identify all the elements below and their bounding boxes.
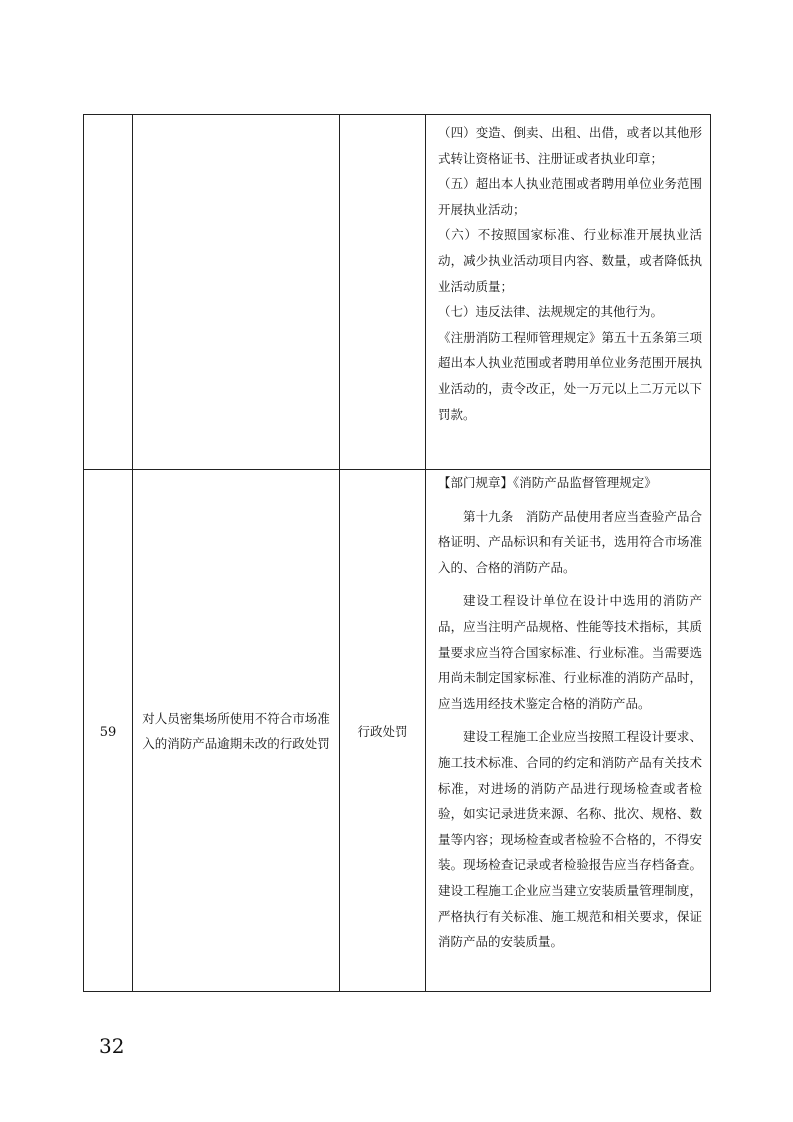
- type-cell: [340, 470, 426, 992]
- penalty-type: 行政处罚: [357, 724, 408, 739]
- content-paragraph: 第十九条 消防产品使用者应当查验产品合格证明、产品标识和有关证书，选用符合市场准入的、合格的消防产品。: [438, 508, 702, 575]
- type-cell: [340, 115, 426, 470]
- content-paragraph: （五）超出本人执业范围或者聘用单位业务范围开展执业活动；: [438, 176, 702, 217]
- content-cell: [426, 470, 711, 992]
- page-number: 32: [99, 1034, 125, 1058]
- row-number-cell: [84, 470, 133, 992]
- regulation-heading: 【部门规章】《消防产品监督管理规定》: [438, 475, 657, 490]
- content-paragraph: 建设工程设计单位在设计中选用的消防产品，应当注明产品规格、性能等技术指标，其质量要求应当符合国家标准、行业标准。当需要选用尚未制定国家标准、行业标准的消防产品时，应当选用经技术鉴定合格的消防产品。: [438, 593, 702, 711]
- row-number-cell: [84, 115, 133, 470]
- table-row: [84, 115, 711, 470]
- content-paragraph: （七）违反法律、法规规定的其他行为。: [438, 304, 664, 320]
- content-paragraph: 建设工程施工企业应当按照工程设计要求、施工技术标准、合同的约定和消防产品有关技术标准，对进场的消防产品进行现场检查或者检验，如实记录进货来源、名称、批次、规格、数量等内容；现场检查或者检验不合格的，不得安装。现场检查记录或者检验报告应当存档备查。建设工程施工企业应当建立安装质量管理制度，严格执行有关标准、施工规范和相关要求，保证消防产品的安装质量。: [438, 729, 702, 950]
- item-name: 对人员密集场所使用不符合市场准入的消防产品逾期未改的行政处罚: [142, 710, 330, 751]
- content-paragraph: （四）变造、倒卖、出租、出借，或者以其他形式转让资格证书、注册证或者执业印章；: [438, 125, 702, 166]
- table-row: [84, 470, 711, 992]
- content-paragraph: 《注册消防工程师管理规定》第五十五条第三项 超出本人执业范围或者聘用单位业务范围开展执业活动的，责令改正，处一万元以上二万元以下罚款。: [438, 329, 702, 422]
- item-name-cell: [133, 470, 340, 992]
- content-paragraph: （六）不按照国家标准、行业标准开展执业活动，减少执业活动项目内容、数量，或者降低执业活动质量；: [438, 227, 702, 294]
- item-name-cell: [133, 115, 340, 470]
- content-cell: [426, 115, 711, 470]
- row-number: 59: [99, 725, 117, 740]
- regulation-table: [83, 114, 711, 992]
